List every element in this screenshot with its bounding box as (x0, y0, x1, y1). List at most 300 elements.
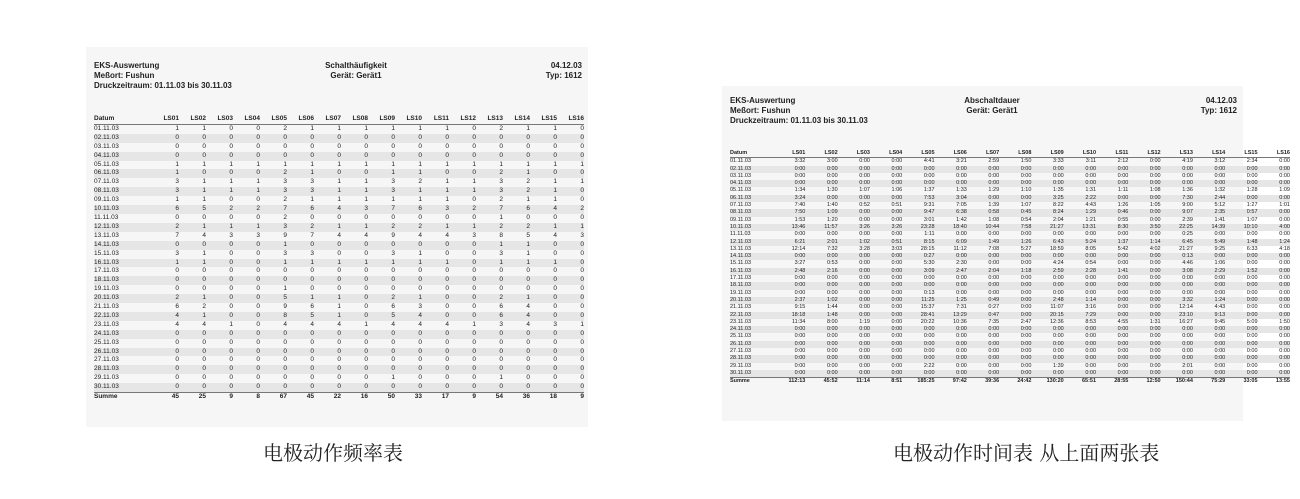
column-header: LS08 (341, 115, 368, 124)
value-cell: 1 (179, 259, 206, 268)
value-cell: 0:00 (1031, 355, 1063, 362)
table-row (94, 241, 584, 250)
value-cell: 2:29 (1193, 268, 1225, 275)
date-cell: 20.11.03 (730, 297, 773, 304)
column-header: LS03 (206, 115, 233, 124)
value-cell: 0 (179, 169, 206, 178)
value-cell: 1 (179, 223, 206, 232)
value-cell: 3 (310, 249, 314, 257)
value-cell: 0 (337, 267, 341, 275)
value-cell: 9 (391, 231, 395, 239)
value-cell: 0 (206, 134, 233, 143)
value-cell: 2 (233, 205, 260, 214)
table-row (730, 246, 1290, 253)
caption-frequency-table: 电极动作频率表 (263, 441, 403, 465)
date-cell: 27.11.03 (94, 356, 119, 364)
value-cell: 0:00 (1193, 253, 1225, 260)
value-cell: 0 (368, 383, 395, 392)
value-cell: 0 (391, 285, 395, 293)
value-cell: 1 (395, 259, 422, 268)
value-cell: 4 (202, 320, 206, 328)
value-cell: 5:24 (1064, 239, 1096, 246)
value-cell: 0:00 (1246, 275, 1258, 282)
value-cell: 1:35 (1053, 187, 1064, 194)
value-cell: 0:00 (1117, 333, 1129, 340)
value-cell: 0:00 (902, 370, 934, 378)
value-cell: 0 (530, 241, 557, 250)
date-cell: 05.11.03 (94, 160, 119, 168)
value-cell: 0:00 (805, 253, 837, 260)
value-cell: 0:00 (967, 166, 999, 173)
table-row (94, 205, 584, 214)
date-cell: 18.11.03 (730, 282, 773, 289)
value-cell: 0 (526, 338, 530, 346)
table-row (730, 363, 1290, 370)
value-cell: 8 (233, 393, 260, 402)
value-cell: 0 (314, 365, 341, 374)
value-cell: 0 (553, 142, 557, 150)
value-cell: 1 (368, 169, 395, 178)
value-cell: 1 (175, 124, 179, 132)
value-cell: 0 (233, 134, 260, 143)
value-cell: 1 (580, 160, 584, 168)
value-cell: 0:00 (1279, 216, 1290, 223)
value-cell: 0:00 (1279, 333, 1290, 340)
value-cell: 0 (233, 294, 260, 303)
table-row (730, 275, 1290, 282)
date-cell: Summe (730, 378, 773, 386)
value-cell: 0 (287, 330, 314, 339)
value-cell: 1 (260, 241, 287, 250)
value-cell: 3 (256, 231, 260, 239)
value-cell: 1 (526, 196, 530, 204)
value-cell: 8:15 (902, 239, 934, 246)
value-cell: 0 (341, 365, 368, 374)
value-cell: 0:00 (1246, 362, 1258, 369)
value-cell: 0:00 (1096, 282, 1128, 289)
value-cell: 0:00 (838, 180, 870, 187)
value-cell: 0 (422, 365, 449, 374)
value-cell: 0:00 (923, 172, 935, 179)
column-header: LS10 (395, 115, 422, 124)
value-cell: 1:37 (923, 187, 935, 194)
value-cell: 0:00 (1258, 297, 1290, 304)
table-row (94, 214, 584, 223)
value-cell: 4 (530, 205, 557, 214)
table-row (94, 365, 584, 374)
value-cell: 0 (391, 213, 395, 221)
value-cell: 1:42 (956, 216, 967, 223)
value-cell: 0 (499, 142, 503, 150)
value-cell: 0 (580, 124, 584, 132)
value-cell: 0:00 (859, 333, 870, 340)
value-cell: 1 (391, 160, 395, 168)
value-cell: 0 (445, 249, 449, 257)
value-cell: 0 (256, 249, 260, 257)
value-cell: 0:55 (1117, 216, 1129, 223)
value-cell: 0:00 (870, 166, 902, 173)
value-cell: 0:00 (1117, 289, 1129, 296)
value-cell: 6:38 (935, 209, 967, 216)
table-row (730, 202, 1290, 209)
value-cell: 0:00 (1225, 355, 1257, 362)
table-row (94, 124, 584, 133)
value-cell: 0 (499, 338, 503, 346)
value-cell: 0 (341, 330, 368, 339)
value-cell: 2 (368, 294, 395, 303)
value-cell: 4 (175, 320, 179, 328)
value-cell: 4 (152, 312, 179, 321)
column-header: LS09 (368, 115, 395, 124)
value-cell: 0:00 (1149, 333, 1161, 340)
measurement-location: Meßort: Fushun (94, 71, 155, 80)
value-cell: 4:46 (1182, 260, 1193, 267)
value-cell: 0:00 (1096, 312, 1128, 319)
value-cell: 2:47 (935, 268, 967, 275)
date-cell: 14.11.03 (730, 253, 773, 260)
date-cell: 01.11.03 (94, 124, 119, 132)
value-cell: 0:00 (870, 326, 902, 333)
value-cell: 0 (233, 348, 260, 357)
value-cell: 0:00 (1225, 166, 1257, 173)
value-cell: 5 (287, 312, 314, 321)
value-cell: 1:06 (891, 187, 903, 194)
table-row (730, 370, 1290, 378)
value-cell: 0:00 (838, 209, 870, 216)
value-cell: 0:00 (1085, 231, 1097, 238)
value-cell: 0:00 (1064, 341, 1096, 348)
value-cell: 0:00 (999, 282, 1031, 289)
value-cell: 0:00 (838, 282, 870, 289)
value-cell: 0 (557, 294, 584, 303)
date-cell: 29.11.03 (94, 374, 119, 382)
date-cell: 26.11.03 (94, 348, 152, 357)
value-cell: 20:15 (1031, 312, 1063, 319)
value-cell: 0 (229, 356, 233, 364)
value-cell: 0:00 (870, 195, 902, 202)
report-header-left (730, 96, 868, 126)
value-cell: 1 (256, 160, 260, 168)
value-cell: 0:00 (1085, 348, 1097, 355)
value-cell: 0:00 (1246, 304, 1258, 311)
value-cell: 0:00 (859, 275, 870, 282)
value-cell: 0:00 (805, 341, 837, 348)
value-cell: 0 (310, 285, 314, 293)
value-cell: 0:00 (805, 355, 837, 362)
value-cell: 7:58 (999, 224, 1031, 231)
value-cell: 0 (557, 348, 584, 357)
value-cell: 23:28 (902, 224, 934, 231)
value-cell: 1 (445, 160, 449, 168)
value-cell: 0:00 (1085, 172, 1097, 179)
value-cell: 0:00 (999, 166, 1031, 173)
value-cell: 0:00 (859, 348, 870, 355)
value-cell: 1 (364, 320, 368, 328)
value-cell: 0 (530, 312, 557, 321)
table-row (730, 166, 1290, 173)
value-cell: 1 (422, 223, 449, 232)
value-cell: 7 (310, 231, 314, 239)
value-cell: 1 (229, 160, 233, 168)
report-title: EKS-Auswertung (730, 96, 796, 105)
value-cell: 0 (233, 152, 260, 161)
value-cell: 0:52 (859, 202, 870, 209)
value-cell: 0:00 (773, 180, 805, 187)
value-cell: 0:00 (1064, 282, 1096, 289)
value-cell: 67 (260, 393, 287, 402)
value-cell: 9:47 (902, 209, 934, 216)
value-cell: 0 (580, 213, 584, 221)
value-cell: 1:05 (1149, 202, 1161, 209)
value-cell: 0:00 (870, 209, 902, 216)
value-cell: 0 (202, 374, 206, 382)
value-cell: 0 (341, 294, 368, 303)
value-cell: 0 (499, 356, 503, 364)
value-cell: 0 (364, 249, 368, 257)
value-cell: 9:31 (923, 202, 935, 209)
value-cell: 0 (445, 338, 449, 346)
value-cell: 2:12 (1117, 158, 1129, 165)
table-row (94, 303, 584, 312)
value-cell: 0:00 (1279, 231, 1290, 238)
value-cell: 1 (449, 223, 476, 232)
value-cell: 1 (341, 187, 368, 196)
value-cell: 0:00 (1214, 348, 1226, 355)
value-cell: 1 (526, 160, 530, 168)
value-cell: 0 (256, 124, 260, 132)
value-cell: 0 (476, 276, 503, 285)
value-cell: 0 (503, 276, 530, 285)
value-cell: 14:39 (1193, 224, 1225, 231)
value-cell: 0:00 (870, 268, 902, 275)
value-cell: 0:27 (988, 304, 1000, 311)
value-cell: 0:00 (1225, 326, 1257, 333)
value-cell: 0:00 (1279, 172, 1290, 179)
date-cell: 28.11.03 (730, 355, 773, 362)
duration-table (730, 150, 1290, 386)
value-cell: 3 (391, 178, 395, 186)
value-cell: 12:14 (1179, 304, 1193, 311)
value-cell: 2:48 (1031, 297, 1063, 304)
date-cell: 09.11.03 (730, 216, 752, 223)
value-cell: 1:06 (1214, 260, 1226, 267)
value-cell: 24:42 (999, 378, 1031, 386)
value-cell: 0:00 (935, 180, 967, 187)
value-cell: 3 (229, 231, 233, 239)
value-cell: 0 (337, 338, 341, 346)
value-cell: 1:26 (1117, 202, 1129, 209)
device-type: Typ: 1612 (1200, 106, 1237, 115)
value-cell: 0 (152, 134, 179, 143)
table-row (730, 231, 1290, 238)
column-header: LS15 (530, 115, 557, 124)
value-cell: 1 (310, 124, 314, 132)
value-cell: 1:50 (1020, 158, 1032, 165)
value-cell: 0:13 (1161, 253, 1193, 260)
value-cell: 0:00 (773, 253, 805, 260)
value-cell: 0 (422, 276, 449, 285)
value-cell: 0:00 (1193, 282, 1225, 289)
column-header: LS06 (935, 150, 967, 158)
value-cell: 2 (283, 124, 287, 132)
value-cell: 0 (472, 374, 476, 382)
value-cell: 0 (418, 338, 422, 346)
table-row (94, 374, 584, 383)
value-cell: 0:00 (902, 341, 934, 348)
value-cell: 0:00 (1225, 253, 1257, 260)
date-cell: 19.11.03 (730, 289, 752, 296)
value-cell: 0 (175, 374, 179, 382)
value-cell: 0:00 (891, 275, 903, 282)
value-cell: 0:00 (967, 370, 999, 378)
table-row (730, 173, 1290, 180)
value-cell: 0 (179, 348, 206, 357)
value-cell: 8:51 (870, 378, 902, 386)
date-cell: 17.11.03 (730, 275, 752, 282)
value-cell: 1 (337, 160, 341, 168)
value-cell: 0:00 (923, 275, 935, 282)
value-cell: 4:41 (923, 158, 935, 165)
value-cell: 0:00 (1085, 333, 1097, 340)
value-cell: 1 (283, 285, 287, 293)
value-cell: 3 (368, 187, 395, 196)
value-cell: 0 (422, 152, 449, 161)
date-cell: 27.11.03 (730, 348, 752, 355)
value-cell: 0:00 (1246, 172, 1258, 179)
table-row (730, 326, 1290, 333)
value-cell: 12:14 (791, 245, 806, 252)
value-cell: 0:00 (1193, 355, 1225, 362)
value-cell: 1 (526, 249, 530, 257)
value-cell: 9:00 (1182, 202, 1193, 209)
value-cell: 0:00 (1117, 260, 1129, 267)
value-cell: 0:00 (1193, 180, 1225, 187)
value-cell: 0 (445, 285, 449, 293)
value-cell: 0:00 (1258, 166, 1290, 173)
value-cell: 4 (283, 320, 287, 328)
date-cell: 06.11.03 (730, 195, 773, 202)
value-cell: 0 (202, 338, 206, 346)
value-cell: 0:00 (1193, 326, 1225, 333)
table-row (730, 297, 1290, 304)
date-cell: 12.11.03 (730, 239, 773, 246)
value-cell: 0 (233, 169, 260, 178)
date-cell: 11.11.03 (94, 213, 119, 221)
value-cell: 1 (422, 259, 449, 268)
value-cell: 3 (287, 187, 314, 196)
value-cell: 1:07 (859, 187, 870, 194)
value-cell: 1:33 (956, 187, 967, 194)
value-cell: 3 (391, 249, 395, 257)
table-row (730, 224, 1290, 231)
value-cell: 0 (449, 169, 476, 178)
print-period: Druckzeitraum: 01.11.03 bis 30.11.03 (94, 81, 232, 90)
value-cell: 0:00 (1128, 355, 1160, 362)
value-cell: 0 (580, 267, 584, 275)
value-cell: 3 (422, 205, 449, 214)
value-cell: 0 (476, 330, 503, 339)
value-cell: 8:22 (1053, 202, 1064, 209)
value-cell: 0 (152, 383, 179, 392)
value-cell: 0:00 (1020, 304, 1032, 311)
value-cell: 9 (557, 393, 584, 402)
value-cell: 0:00 (1117, 172, 1129, 179)
report-header (86, 47, 588, 103)
value-cell: 0 (314, 152, 341, 161)
value-cell: 0:00 (935, 341, 967, 348)
value-cell: 185:25 (902, 378, 934, 386)
value-cell: 0 (229, 267, 233, 275)
value-cell: 1 (530, 187, 557, 196)
value-cell: 1 (179, 294, 206, 303)
value-cell: 28:41 (902, 312, 934, 319)
value-cell: 0 (314, 383, 341, 392)
value-cell: 0 (206, 312, 233, 321)
value-cell: 0 (364, 356, 368, 364)
value-cell: 0:00 (838, 166, 870, 173)
date-cell: 04.11.03 (730, 180, 773, 187)
column-header: LS09 (1031, 150, 1063, 158)
column-header: LS07 (314, 115, 341, 124)
value-cell: 5 (368, 312, 395, 321)
value-cell: 1:18 (999, 268, 1031, 275)
value-cell: 0:00 (1161, 326, 1193, 333)
value-cell: 5 (526, 231, 530, 239)
value-cell: 7:08 (988, 245, 1000, 252)
date-cell: 03.11.03 (730, 172, 752, 179)
table-row (730, 312, 1290, 319)
value-cell: 0:00 (1279, 158, 1290, 165)
value-cell: 0 (580, 303, 584, 311)
value-cell: 0:00 (1128, 195, 1160, 202)
value-cell: 0 (422, 169, 449, 178)
value-cell: 0:00 (1064, 253, 1096, 260)
date-cell: 09.11.03 (94, 196, 119, 204)
value-cell: 1:40 (826, 202, 838, 209)
value-cell: 0:00 (859, 216, 870, 223)
value-cell: 0 (314, 241, 341, 250)
value-cell: 0 (283, 142, 287, 150)
value-cell: 3 (260, 223, 287, 232)
date-cell: 02.11.03 (730, 166, 773, 173)
table-row (94, 312, 584, 321)
value-cell: 25 (179, 393, 206, 402)
value-cell: 0:00 (923, 348, 935, 355)
caption-duration-table: 电极动作时间表 从上面两张表 (893, 441, 1160, 465)
value-cell: 1 (341, 259, 368, 268)
value-cell: 0:00 (859, 172, 870, 179)
value-cell: 0:00 (902, 282, 934, 289)
value-cell: 0:00 (1193, 341, 1225, 348)
value-cell: 1:11 (924, 231, 935, 238)
value-cell: 2 (418, 178, 422, 186)
column-header: LS14 (503, 115, 530, 124)
value-cell: 0:00 (902, 180, 934, 187)
value-cell: 0 (553, 338, 557, 346)
value-cell: 23:10 (1161, 312, 1193, 319)
value-cell: 0:00 (902, 326, 934, 333)
value-cell: 9 (283, 231, 287, 239)
value-cell: 0 (152, 365, 179, 374)
value-cell: 4:00 (1258, 224, 1290, 231)
value-cell: 3:26 (838, 224, 870, 231)
duration-report-scan (722, 86, 1290, 421)
value-cell: 2 (499, 124, 503, 132)
table-row (94, 383, 584, 392)
value-cell: 0:00 (1182, 333, 1193, 340)
value-cell: 3:21 (956, 158, 967, 165)
value-cell: 16:27 (1179, 318, 1193, 325)
